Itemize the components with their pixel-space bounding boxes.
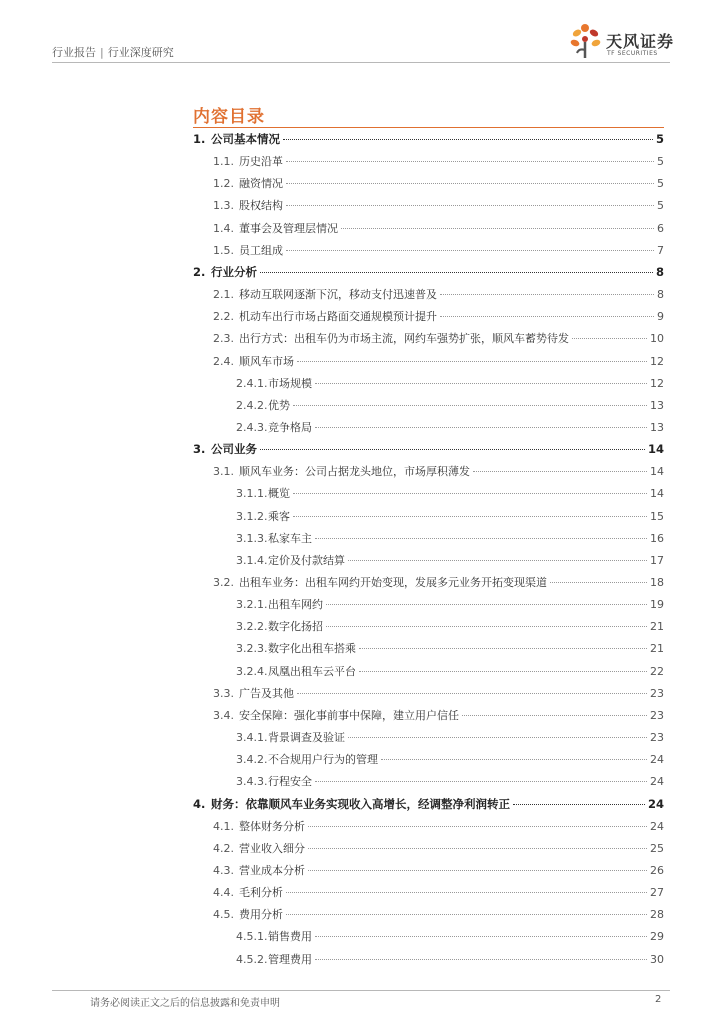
category-label: 行业报告: [52, 46, 96, 59]
toc-entry-page: 21: [650, 642, 664, 656]
toc-entry-page: 29: [650, 930, 664, 944]
toc-entry-page: 23: [650, 708, 664, 722]
toc-entry-title: 私家车主: [268, 531, 312, 545]
toc-entry-page: 21: [650, 620, 664, 634]
toc-dot-leader: [326, 626, 647, 627]
toc-entry-number: 4.3.: [213, 863, 234, 877]
toc-dot-leader: [440, 294, 654, 295]
toc-entry-number: 3.2.3.: [236, 642, 268, 656]
toc-entry[interactable]: [213, 175, 664, 191]
toc-entry-number: 4.1.: [213, 819, 234, 833]
toc-dot-leader: [286, 161, 654, 162]
toc-entry-title: 背景调查及验证: [268, 731, 345, 745]
toc-entry-number: 4.2.: [213, 841, 234, 855]
category-separator: |: [100, 46, 104, 59]
toc-entry-number: 3.1.3.: [236, 531, 268, 545]
toc-entry[interactable]: [236, 552, 664, 568]
toc-entry-page: 12: [650, 376, 664, 390]
toc-entry-page: 16: [650, 531, 664, 545]
toc-entry-page: 24: [647, 796, 664, 811]
toc-entry[interactable]: [213, 308, 664, 324]
toc-entry-title: 行程安全: [268, 775, 312, 789]
page-number: 2: [655, 994, 662, 1005]
toc-entry[interactable]: [236, 596, 664, 612]
toc-entry-title: 机动车出行市场占路面交通规模预计提升: [239, 310, 437, 324]
toc-entry[interactable]: [236, 485, 664, 501]
toc-entry-number: 2.4.3.: [236, 420, 268, 434]
toc-entry-title: 定价及付款结算: [268, 553, 345, 567]
toc-dot-leader: [550, 582, 647, 583]
toc-entry-number: 1.5.: [213, 243, 234, 257]
toc-entry[interactable]: [213, 197, 664, 213]
toc-entry[interactable]: [236, 751, 664, 767]
toc-dot-leader: [315, 936, 647, 937]
toc-entry-page: 14: [647, 442, 664, 457]
toc-entry-title: 公司基本情况: [211, 132, 280, 146]
toc-dot-leader: [341, 228, 654, 229]
toc-entry[interactable]: [236, 928, 664, 944]
toc-dot-leader: [286, 914, 647, 915]
page-header: [0, 0, 724, 70]
toc-entry-title: 财务：依靠顺风车业务实现收入高增长，经调整净利润转正: [211, 796, 510, 811]
toc-dot-leader: [359, 671, 647, 672]
toc-dot-leader: [359, 648, 647, 649]
toc-entry-page: 26: [650, 863, 664, 877]
toc-entry-number: 1.4.: [213, 221, 234, 235]
toc-entry-title: 数字化扬招: [268, 620, 323, 634]
report-category: [52, 44, 174, 60]
toc-entry-number: 4.5.2.: [236, 952, 268, 966]
toc-entry[interactable]: [213, 463, 664, 479]
toc-dot-leader: [315, 781, 647, 782]
toc-dot-leader: [440, 316, 654, 317]
toc-dot-leader: [308, 848, 647, 849]
toc-entry-title: 历史沿革: [239, 155, 283, 169]
toc-dot-leader: [308, 826, 647, 827]
toc-entry-page: 7: [657, 243, 664, 257]
toc-entry-number: 3.1.: [213, 465, 234, 479]
toc-entry-number: 3.2.2.: [236, 620, 268, 634]
toc-entry[interactable]: [213, 242, 664, 258]
toc-dot-leader: [260, 272, 653, 273]
toc-entry[interactable]: [213, 840, 664, 856]
toc-entry-page: 12: [650, 354, 664, 368]
toc-entry-title: 出租车业务：出租车网约开始变现，发展多元业务开拓变现渠道: [239, 576, 547, 589]
toc-entry-title: 管理费用: [268, 952, 312, 966]
toc-entry-title: 广告及其他: [239, 686, 294, 700]
toc-entry[interactable]: [236, 530, 664, 546]
toc-entry-number: 2.3.: [213, 332, 234, 346]
toc-entry-page: 15: [650, 509, 664, 523]
toc-entry[interactable]: [213, 286, 664, 302]
toc-entry[interactable]: [236, 640, 664, 656]
toc-entry-title: 不合规用户行为的管理: [268, 753, 378, 767]
toc-entry-page: 24: [650, 775, 664, 789]
toc-entry-page: 8: [655, 264, 664, 279]
toc-entry-number: 3.4.: [213, 708, 234, 722]
toc-entry-number: 2.4.: [213, 354, 234, 368]
toc-dot-leader: [286, 183, 654, 184]
logo-english-name: TF SECURITIES: [607, 50, 658, 57]
toc-entry[interactable]: [213, 906, 664, 922]
toc-dot-leader: [572, 338, 647, 339]
logo-chinese-name: 天风证券: [606, 32, 675, 51]
toc-entry-title: 费用分析: [239, 908, 283, 922]
toc-entry-title: 竞争格局: [268, 420, 312, 434]
toc-entry[interactable]: [193, 264, 664, 280]
toc-entry-title: 出租车网约: [268, 598, 323, 612]
toc-entry-number: 3.1.4.: [236, 553, 268, 567]
toc-entry-title: 顺风车业务：公司占据龙头地位，市场厚积薄发: [239, 465, 470, 479]
toc-dot-leader: [308, 870, 647, 871]
toc-entry-page: 18: [650, 576, 664, 589]
toc-entry-title: 销售费用: [268, 930, 312, 944]
toc-entry-title: 移动互联网逐渐下沉，移动支付迅速普及: [239, 288, 437, 302]
toc-entry-number: 2.: [193, 264, 206, 279]
toc-dot-leader: [293, 405, 647, 406]
toc-dot-leader: [315, 383, 647, 384]
toc-dot-leader: [293, 493, 647, 494]
toc-entry-page: 13: [650, 398, 664, 412]
toc-entry-title: 凤凰出租车云平台: [268, 664, 356, 678]
toc-entry-page: 19: [650, 598, 664, 612]
toc-dot-leader: [315, 538, 647, 539]
toc-title-underline: [193, 127, 664, 128]
toc-entry-page: 14: [650, 465, 664, 479]
toc-entry-title: 概览: [268, 487, 290, 501]
toc-entry[interactable]: [236, 773, 664, 789]
toc-dot-leader: [326, 604, 647, 605]
toc-entry-number: 3.4.1.: [236, 731, 268, 745]
toc-entry-page: 24: [650, 819, 664, 833]
toc-entry-number: 3.: [193, 442, 206, 457]
toc-entry[interactable]: [236, 375, 664, 391]
toc-entry-title: 融资情况: [239, 177, 283, 191]
toc-entry-page: 5: [657, 199, 664, 213]
toc-dot-leader: [348, 737, 647, 738]
toc-dot-leader: [297, 361, 647, 362]
toc-dot-leader: [513, 804, 645, 805]
toc-entry-title: 出行方式：出租车仍为市场主流，网约车强势扩张，顺风车蓄势待发: [239, 332, 569, 346]
toc-entry-page: 17: [650, 553, 664, 567]
toc-entry[interactable]: [213, 707, 664, 723]
toc-entry-page: 25: [650, 841, 664, 855]
toc-entry-number: 3.2.: [213, 576, 234, 589]
toc-entry-title: 公司业务: [211, 442, 257, 457]
toc-entry-number: 4.5.: [213, 908, 234, 922]
toc-entry-page: 22: [650, 664, 664, 678]
toc-entry-page: 14: [650, 487, 664, 501]
toc-dot-leader: [286, 205, 654, 206]
toc-entry-number: 3.2.4.: [236, 664, 268, 678]
toc-entry[interactable]: [213, 153, 664, 169]
toc-entry-page: 27: [650, 886, 664, 900]
toc-entry-number: 3.3.: [213, 686, 234, 700]
toc-entry-number: 3.1.1.: [236, 487, 268, 501]
toc-entry[interactable]: [213, 884, 664, 900]
company-logo: [568, 20, 678, 62]
toc-entry-page: 23: [650, 731, 664, 745]
footer-divider: [52, 990, 670, 991]
toc-entry[interactable]: [236, 397, 664, 413]
toc-entry[interactable]: [236, 729, 664, 745]
toc-entry[interactable]: [213, 353, 664, 369]
toc-entry-page: 6: [657, 221, 664, 235]
toc-entry[interactable]: [236, 951, 664, 967]
toc-entry-number: 2.4.1.: [236, 376, 268, 390]
toc-entry-title: 董事会及管理层情况: [239, 221, 338, 235]
toc-entry-number: 2.2.: [213, 310, 234, 324]
toc-entry-title: 营业成本分析: [239, 863, 305, 877]
flower-logo-icon: [568, 20, 604, 62]
toc-entry-title: 整体财务分析: [239, 819, 305, 833]
toc-entry[interactable]: [213, 220, 664, 236]
toc-dot-leader: [283, 139, 653, 140]
toc-entry[interactable]: [213, 862, 664, 878]
toc-entry-page: 5: [655, 132, 664, 146]
toc-entry-number: 4.4.: [213, 886, 234, 900]
toc-dot-leader: [348, 560, 647, 561]
toc-entry[interactable]: [236, 618, 664, 634]
toc-entry-number: 1.: [193, 132, 206, 146]
toc-dot-leader: [315, 959, 647, 960]
toc-entry-page: 28: [650, 908, 664, 922]
toc-entry-page: 23: [650, 686, 664, 700]
footer-disclaimer: 请务必阅读正文之后的信息披露和免责申明: [90, 998, 280, 1009]
toc-entry[interactable]: [193, 131, 664, 147]
toc-entry-page: 24: [650, 753, 664, 767]
toc-entry-page: 8: [657, 288, 664, 302]
toc-dot-leader: [286, 892, 647, 893]
toc-entry-title: 数字化出租车搭乘: [268, 642, 356, 656]
toc-entry-title: 毛利分析: [239, 886, 283, 900]
toc-entry-page: 30: [650, 952, 664, 966]
toc-entry-number: 1.1.: [213, 155, 234, 169]
toc-entry-number: 3.2.1.: [236, 598, 268, 612]
toc-entry[interactable]: [236, 663, 664, 679]
toc-dot-leader: [297, 693, 647, 694]
toc-entry-title: 营业收入细分: [239, 841, 305, 855]
toc-entry-title: 员工组成: [239, 243, 283, 257]
toc-entry-page: 10: [650, 332, 664, 346]
toc-entry-title: 安全保障：强化事前事中保障，建立用户信任: [239, 708, 459, 722]
toc-entry[interactable]: [236, 419, 664, 435]
toc-entry-title: 乘客: [268, 509, 290, 523]
toc-entry-page: 13: [650, 420, 664, 434]
toc-dot-leader: [260, 449, 645, 450]
toc-dot-leader: [286, 250, 654, 251]
toc-entry-title: 顺风车市场: [239, 354, 294, 368]
toc-entry-number: 3.4.3.: [236, 775, 268, 789]
toc-entry-number: 3.1.2.: [236, 509, 268, 523]
toc-entry-number: 4.: [193, 796, 206, 811]
toc-dot-leader: [315, 427, 647, 428]
header-divider: [52, 62, 670, 63]
toc-entry-number: 3.4.2.: [236, 753, 268, 767]
toc-dot-leader: [473, 471, 647, 472]
toc-entry[interactable]: [213, 818, 664, 834]
toc-entry-number: 1.3.: [213, 199, 234, 213]
toc-entry[interactable]: [213, 330, 664, 346]
toc-entry-title: 行业分析: [211, 264, 257, 279]
toc-entry-page: 5: [657, 155, 664, 169]
toc-entry[interactable]: [213, 574, 664, 590]
toc-entry-page: 9: [657, 310, 664, 324]
toc-title: 内容目录: [193, 107, 265, 127]
toc-entry[interactable]: [213, 685, 664, 701]
toc-entry[interactable]: [236, 508, 664, 524]
toc-entry-number: 2.1.: [213, 288, 234, 302]
toc-entry-title: 股权结构: [239, 199, 283, 213]
toc-dot-leader: [381, 759, 647, 760]
toc-entry-number: 4.5.1.: [236, 930, 268, 944]
toc-entry-title: 优势: [268, 398, 290, 412]
toc-entry[interactable]: [193, 796, 664, 812]
toc-entry-number: 1.2.: [213, 177, 234, 191]
toc-entry-title: 市场规模: [268, 376, 312, 390]
toc-entry[interactable]: [193, 441, 664, 457]
toc-dot-leader: [293, 516, 647, 517]
toc-entry-page: 5: [657, 177, 664, 191]
subcategory-label: 行业深度研究: [107, 46, 174, 59]
toc-dot-leader: [462, 715, 647, 716]
toc-entry-number: 2.4.2.: [236, 398, 268, 412]
